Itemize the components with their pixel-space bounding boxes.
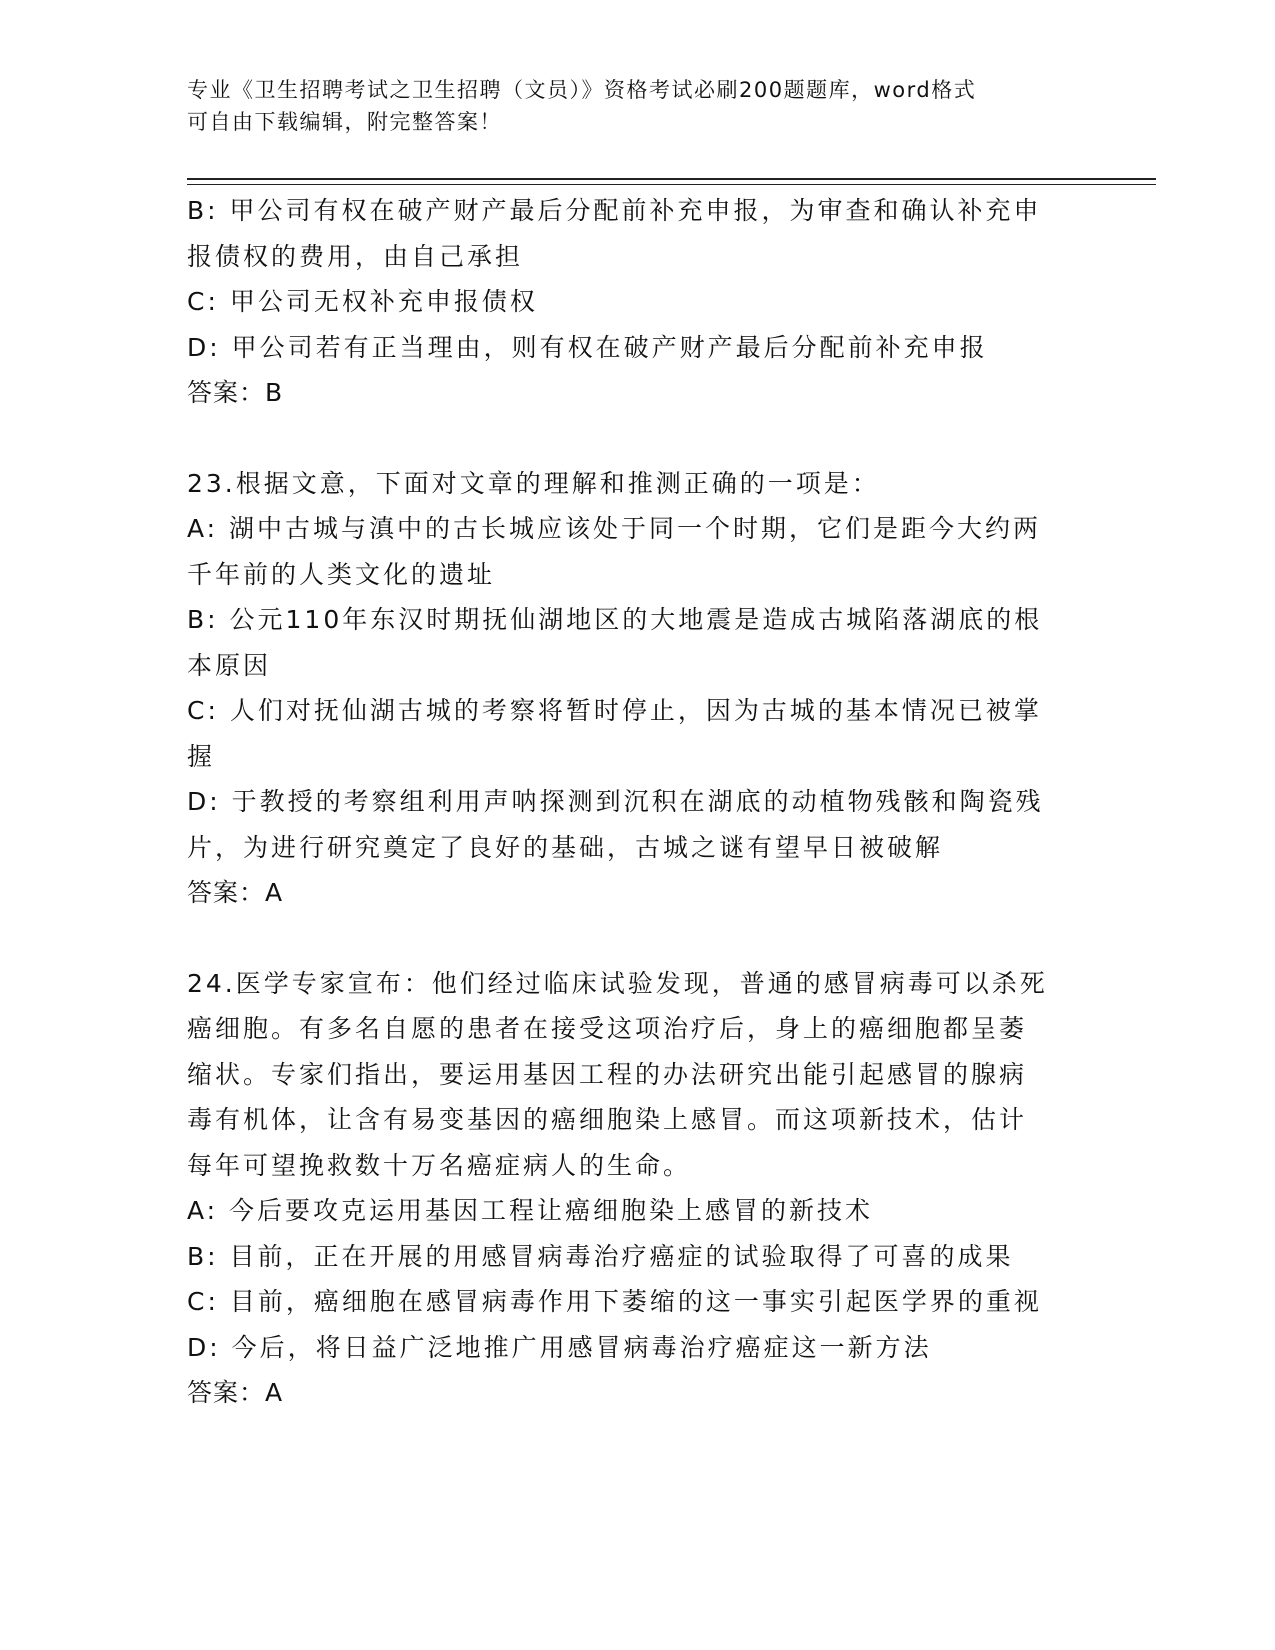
option-c: C: 甲公司无权补充申报债权 xyxy=(187,287,538,316)
header-title-line-1: 专业《卫生招聘考试之卫生招聘（文员）》资格考试必刷200题题库，word格式 xyxy=(187,78,977,102)
option-d: D: 今后，将日益广泛地推广用感冒病毒治疗癌症这一新方法 xyxy=(187,1332,932,1362)
answer-label: 答案：B xyxy=(187,378,284,407)
document-header xyxy=(187,74,1087,138)
option-b-line-1: B: 公元110年东汉时期抚仙湖地区的大地震是造成古城陷落湖底的根 xyxy=(187,605,1043,634)
question-spacer xyxy=(187,416,1087,461)
document-body xyxy=(187,188,1087,1416)
header-divider-thick xyxy=(187,178,1156,180)
option-a-line-2: 千年前的人类文化的遗址 xyxy=(187,559,496,589)
answer-label: 答案：A xyxy=(187,878,284,907)
question-23-block xyxy=(187,461,1087,916)
option-d: D: 甲公司若有正当理由，则有权在破产财产最后分配前补充申报 xyxy=(187,332,988,362)
question-stem-line-2: 癌细胞。有多名自愿的患者在接受这项治疗后，身上的癌细胞都呈萎 xyxy=(187,1014,1028,1043)
option-a-line-1: A: 湖中古城与滇中的古长城应该处于同一个时期，它们是距今大约两 xyxy=(187,514,1042,543)
answer-label: 答案：A xyxy=(187,1378,284,1407)
header-title-line-2: 可自由下载编辑，附完整答案！ xyxy=(187,110,502,134)
option-b-line-2: 本原因 xyxy=(187,650,272,680)
option-d-line-1: D: 于教授的考察组利用声呐探测到沉积在湖底的动植物残骸和陶瓷残 xyxy=(187,787,1044,816)
question-24-block xyxy=(187,961,1087,1416)
question-spacer xyxy=(187,916,1087,961)
option-d-line-2: 片，为进行研究奠定了良好的基础，古城之谜有望早日被破解 xyxy=(187,832,944,862)
option-b-line-1: B: 甲公司有权在破产财产最后分配前补充申报，为审查和确认补充申 xyxy=(187,196,1042,225)
question-stem-line-3: 缩状。专家们指出，要运用基因工程的办法研究出能引起感冒的腺病 xyxy=(187,1059,1028,1089)
option-a: A: 今后要攻克运用基因工程让癌细胞染上感冒的新技术 xyxy=(187,1196,874,1225)
option-b-line-2: 报债权的费用，由自己承担 xyxy=(187,241,524,271)
option-c-line-2: 握 xyxy=(187,741,216,771)
question-stem-line-4: 毒有机体，让含有易变基因的癌细胞染上感冒。而这项新技术，估计 xyxy=(187,1105,1028,1134)
option-b: B: 目前，正在开展的用感冒病毒治疗癌症的试验取得了可喜的成果 xyxy=(187,1241,1014,1271)
header-divider-thin xyxy=(187,184,1156,185)
question-stem: 23.根据文意，下面对文章的理解和推测正确的一项是： xyxy=(187,468,880,498)
question-22-block xyxy=(187,188,1087,416)
option-c-line-1: C: 人们对抚仙湖古城的考察将暂时停止，因为古城的基本情况已被掌 xyxy=(187,696,1042,725)
question-stem-line-5: 每年可望挽救数十万名癌症病人的生命。 xyxy=(187,1150,692,1180)
question-stem-line-1: 24.医学专家宣布：他们经过临床试验发现，普通的感冒病毒可以杀死 xyxy=(187,968,1048,998)
option-c: C: 目前，癌细胞在感冒病毒作用下萎缩的这一事实引起医学界的重视 xyxy=(187,1287,1042,1316)
